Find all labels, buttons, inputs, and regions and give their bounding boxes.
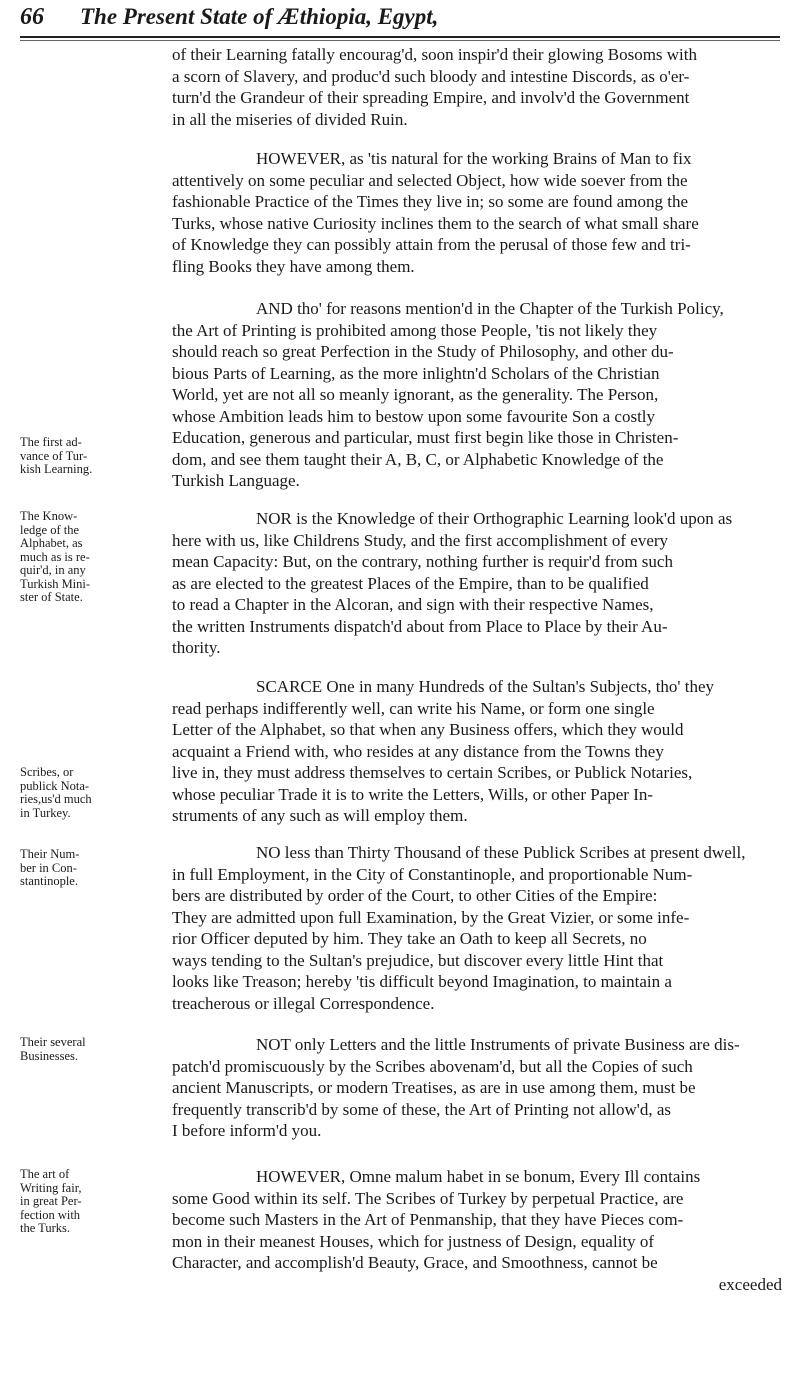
text-line: patch'd promiscuously by the Scribes abovenam'd, but all the Copies of such (172, 1056, 693, 1076)
text-line: acquaint a Friend with, who resides at any distance from the Towns they (172, 741, 664, 761)
text-line: whose peculiar Trade it is to write the Letters, Wills, or other Paper In- (172, 784, 654, 804)
text-line: turn'd the Grandeur of their spreading Empire, and involv'd the Government (172, 88, 690, 107)
text-line: the Art of Printing is prohibited among those People, 'tis not likely they (172, 320, 658, 340)
text-line: fling Books they have among them. (172, 256, 415, 276)
text-line: ancient Manuscripts, or modern Treatises, as are in use among them, must be (172, 1078, 696, 1097)
text-line: as are elected to the greatest Places of the Empire, than to be qualified (172, 573, 649, 593)
margin-note-alphabet: The Know- ledge of the Alphabet, as much as is re- quir'd, in any Turkish Mini- ster of State. (20, 509, 91, 604)
text-line: HOWEVER, Omne malum habet in se bonum, Every Ill contains (256, 1167, 701, 1186)
text-line: to read a Chapter in the Alcoran, and sign with their respective Names, (172, 595, 654, 614)
text-line: become such Masters in the Art of Penmanship, that they have Pieces com- (172, 1210, 684, 1229)
margin-note-art-of-writing: The art of Writing fair, in great Per- fection with the Turks. (20, 1167, 82, 1235)
text-line: SCARCE One in many Hundreds of the Sultan's Subjects, tho' they (256, 677, 715, 696)
text-line: attentively on some peculiar and selected Object, how wide soever from the (172, 170, 688, 190)
text-line: mon in their meanest Houses, which for justness of Design, equality of (172, 1231, 655, 1251)
text-line: struments of any such as will employ them. (172, 806, 468, 825)
text-line: NO less than Thirty Thousand of these Publick Scribes at present dwell, (256, 843, 746, 862)
text-line: bers are distributed by order of the Court, to other Cities of the Empire: (172, 886, 658, 905)
text-line: Turkish Language. (172, 471, 300, 490)
paragraph-2 (172, 148, 782, 277)
text-line: live in, they must address themselves to certain Scribes, or Publick Notaries, (172, 763, 693, 782)
page-number: 66 (20, 4, 44, 30)
text-line: here with us, like Childrens Study, and the first accomplishment of every (172, 530, 669, 550)
text-line: in full Employment, in the City of Constantinople, and proportionable Num- (172, 864, 693, 884)
paragraph-4 (172, 508, 782, 659)
text-line: rior Officer deputed by him. They take an Oath to keep all Secrets, no (172, 929, 647, 948)
paragraph-6 (172, 842, 782, 1014)
text-line: thority. (172, 638, 221, 657)
text-line: whose Ambition leads him to bestow upon some favourite Son a costly (172, 406, 656, 426)
paragraph-7 (172, 1034, 782, 1142)
text-line: the written Instruments dispatch'd about from Place to Place by their Au- (172, 616, 668, 636)
text-line: of Knowledge they can possibly attain from the perusal of those few and tri- (172, 235, 691, 254)
margin-note-number: Their Num- ber in Con- stantinople. (20, 847, 80, 888)
text-line: looks like Treason; hereby 'tis difficult beyond Imagination, to maintain a (172, 972, 672, 991)
text-line: They are admitted upon full Examination, by the Great Vizier, or some infe- (172, 907, 690, 927)
text-line: I before inform'd you. (172, 1121, 322, 1140)
paragraph-1 (172, 44, 782, 130)
text-line: AND tho' for reasons mention'd in the Chapter of the Turkish Policy, (256, 299, 724, 318)
text-line: mean Capacity: But, on the contrary, nothing further is requir'd from such (172, 552, 673, 571)
text-line: frequently transcrib'd by some of these, the Art of Printing not allow'd, as (172, 1099, 672, 1119)
text-line: in all the miseries of divided Ruin. (172, 109, 408, 129)
text-line: World, yet are not all so meanly ignorant, as the generality. The Person, (172, 385, 659, 404)
header-rule (20, 36, 780, 38)
text-line: fashionable Practice of the Times they live in; so some are found among the (172, 192, 689, 211)
text-line: bious Parts of Learning, as the more inlightn'd Scholars of the Christian (172, 363, 660, 383)
text-line: Letter of the Alphabet, so that when any Business offers, which they would (172, 720, 684, 739)
text-line: Character, and accomplish'd Beauty, Grace, and Smoothness, cannot be (172, 1253, 658, 1272)
text-line: NOT only Letters and the little Instruments of private Business are dis- (256, 1035, 740, 1054)
text-line: ways tending to the Sultan's prejudice, but discover every little Hint that (172, 950, 664, 970)
text-line: NOR is the Knowledge of their Orthographic Learning look'd upon as (256, 509, 733, 528)
margin-note-first-advance: The first ad- vance of Tur- kish Learning. (20, 435, 93, 476)
paragraph-5 (172, 676, 782, 827)
text-line: read perhaps indifferently well, can write his Name, or form one single (172, 698, 655, 718)
text-line: should reach so great Perfection in the Study of Philosophy, and other du- (172, 342, 674, 361)
page-header (20, 0, 780, 40)
paragraph-8 (172, 1166, 782, 1295)
text-line: some Good within its self. The Scribes of Turkey by perpetual Practice, are (172, 1188, 684, 1208)
catchword: exceeded (718, 1274, 782, 1294)
margin-note-scribes: Scribes, or publick Nota- ries,us'd much in Turkey. (20, 765, 92, 820)
margin-note-businesses: Their several Businesses. (20, 1035, 86, 1063)
paragraph-3 (172, 298, 782, 492)
header-rule-thin (20, 40, 780, 41)
text-line: Turks, whose native Curiosity inclines them to the search of what small share (172, 213, 699, 233)
running-title: The Present State of Æthiopia, Egypt, (80, 4, 439, 29)
text-line: HOWEVER, as 'tis natural for the working Brains of Man to fix (256, 149, 692, 168)
text-line: a scorn of Slavery, and produc'd such bloody and intestine Discords, as o'er- (172, 66, 690, 86)
text-line: dom, and see them taught their A, B, C, or Alphabetic Knowledge of the (172, 449, 664, 469)
text-line: of their Learning fatally encourag'd, soon inspir'd their glowing Bosoms with (172, 45, 697, 64)
text-line: treacherous or illegal Correspondence. (172, 993, 435, 1013)
text-line: Education, generous and particular, must first begin like those in Christen- (172, 428, 679, 447)
